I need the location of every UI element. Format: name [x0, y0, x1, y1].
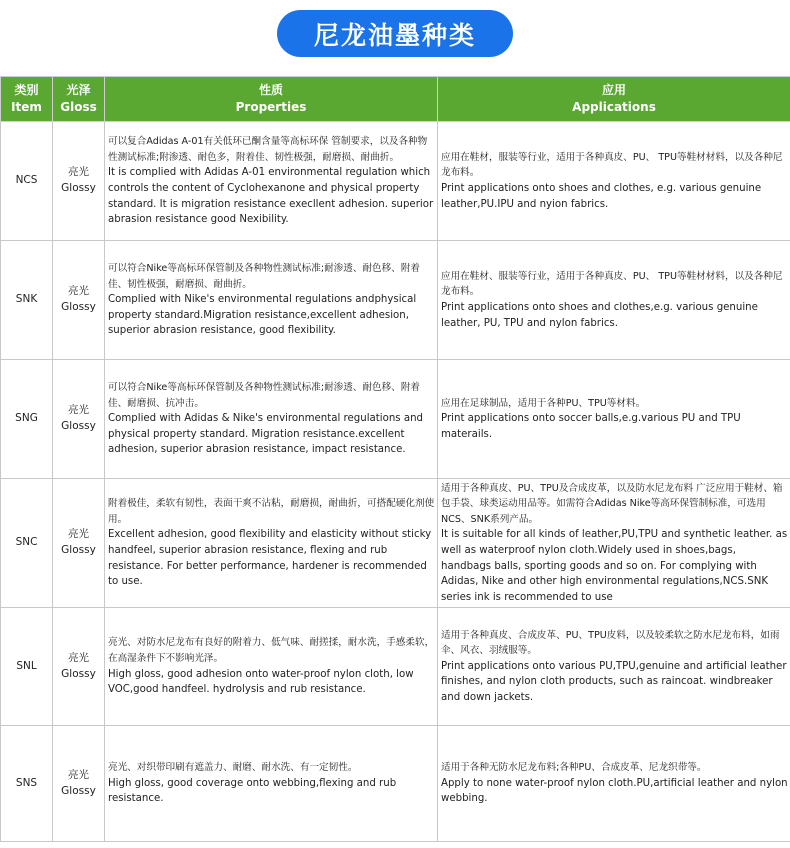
applications-zh: 适用于各种无防水尼龙布料;各种PU、合成皮革、尼龙织带等。: [441, 762, 707, 774]
item-cell: SNS: [1, 726, 53, 842]
gloss-zh: 亮光: [68, 651, 89, 664]
properties-cell: [105, 608, 438, 726]
table-header-row: [1, 77, 790, 122]
gloss-cell: [53, 726, 105, 842]
item-cell: NCS: [1, 122, 53, 241]
gloss-zh: 亮光: [68, 166, 89, 179]
applications-cell: [438, 360, 790, 479]
properties-en: High gloss, good adhesion onto water-proof nylon cloth, low VOC,good handfeel. hydrolysis and rub resistance.: [108, 668, 414, 696]
applications-cell: [438, 608, 790, 726]
title-banner: [0, 0, 790, 70]
item-cell: SNC: [1, 479, 53, 608]
properties-cell: [105, 122, 438, 241]
applications-zh: 适用于各种真皮、PU、TPU及合成皮革，以及防水尼龙布料 广泛应用于鞋材、箱包手袋、球类运动用品等。如需符合Adidas Nike等高环保管制标准，可选用NCS、SNK系列产品。: [441, 482, 783, 525]
applications-en: It is suitable for all kinds of leather,PU,TPU and synthetic leather. as well as waterproof nylon cloth.Widely used in shoes,bags, handbags balls, sporting goods and so on. For complying with Adidas, Nike and other high environmental regulations,NCS.SNK series ink is recommended to use: [441, 529, 788, 603]
header-item-en: Item: [11, 100, 42, 114]
properties-zh: 亮光、对织带印刷有遮盖力、耐磨、耐水洗、有一定韧性。: [108, 762, 358, 774]
properties-en: Complied with Nike's environmental regulations andphysical property standard.Migration resistance,excellent adhesion, superior abrasion resistance, good flexibility.: [108, 294, 417, 337]
gloss-zh: 亮光: [68, 285, 89, 298]
gloss-en: Glossy: [61, 182, 96, 194]
item-cell: SNL: [1, 608, 53, 726]
properties-cell: [105, 360, 438, 479]
applications-en: Apply to none water-proof nylon cloth.PU,artificial leather and nylon webbing.: [441, 777, 788, 805]
applications-zh: 应用在足球制品，适用于各种PU、TPU等材料。: [441, 397, 646, 409]
gloss-cell: [53, 241, 105, 360]
applications-zh: 应用在鞋材、服装等行业，适用于各种真皮、PU、 TPU等鞋材材料，以及各种尼龙布料。: [441, 270, 783, 298]
gloss-en: Glossy: [61, 544, 96, 556]
item-cell: SNG: [1, 360, 53, 479]
properties-zh: 附着极佳，柔软有韧性，表面干爽不沾粘，耐磨损，耐曲折，可搭配硬化剂使用。: [108, 498, 435, 525]
page-title: 尼龙油墨种类: [277, 10, 513, 57]
item-cell: SNK: [1, 241, 53, 360]
gloss-en: Glossy: [61, 784, 96, 797]
applications-cell: [438, 479, 790, 608]
properties-en: Complied with Adidas & Nike's environmental regulations and physical property standard. Migration resistance.excellent adhesion, superior abrasion resistance, impact resistance.: [108, 413, 423, 456]
properties-zh: 亮光、对防水尼龙布有良好的附着力、低气味、耐搓揉，耐水洗，手感柔软，在高湿条件下不影响光泽。: [108, 637, 435, 664]
ink-types-table: [0, 76, 790, 842]
header-applications-zh: 应用: [601, 83, 626, 97]
table-row: [1, 726, 790, 842]
header-properties: [105, 77, 438, 122]
applications-en: Print applications onto shoes and clothes,e.g. various genuine leather, PU, TPU and nylon fabrics.: [441, 302, 758, 329]
properties-en: Excellent adhesion, good flexibility and elasticity without sticky handfeel, superior abrasion resistance, flexing and rub resistance. For better performance, hardener is recommended to use.: [108, 529, 432, 588]
gloss-zh: 亮光: [68, 768, 89, 781]
gloss-cell: [53, 360, 105, 479]
properties-cell: [105, 726, 438, 842]
table-row: [1, 122, 790, 241]
header-properties-en: Properties: [235, 100, 307, 114]
gloss-en: Glossy: [61, 667, 96, 680]
header-gloss-zh: 光泽: [66, 83, 91, 97]
applications-zh: 适用于各种真皮、合成皮革、PU、TPU皮料，以及较柔软之防水尼龙布料，如雨伞、风衣、羽绒服等。: [441, 629, 780, 657]
gloss-en: Glossy: [61, 301, 96, 313]
gloss-cell: [53, 122, 105, 241]
gloss-zh: 亮光: [68, 404, 89, 417]
applications-cell: [438, 726, 790, 842]
gloss-en: Glossy: [61, 420, 96, 432]
gloss-cell: [53, 608, 105, 726]
applications-en: Print applications onto soccer balls,e.g.various PU and TPU materails.: [441, 413, 741, 440]
header-properties-zh: 性质: [258, 83, 283, 97]
applications-cell: [438, 241, 790, 360]
header-applications: [438, 77, 790, 122]
applications-en: Print applications onto shoes and clothes, e.g. various genuine leather,PU.IPU and nyion fabrics.: [441, 183, 762, 210]
header-gloss-en: Gloss: [60, 100, 97, 114]
properties-en: High gloss, good coverage onto webbing,flexing and rub resistance.: [108, 777, 397, 805]
header-item-zh: 类别: [14, 83, 39, 97]
properties-en: It is complied with Adidas A-01 environmental regulation which controls the content of Cyclohexanone and physical property standard. It is migration resistance execllent adhesion. superior abrasion resistance good Nexibility.: [108, 167, 434, 226]
applications-cell: [438, 122, 790, 241]
header-applications-en: Applications: [572, 100, 656, 114]
properties-zh: 可以复合Adidas A-01有关低环已酮含量等高标环保 管制要求，以及各种物性测试标准;附渗透、耐色多，附着佳、韧性极强，耐磨损、耐曲折。: [108, 136, 428, 163]
applications-en: Print applications onto various PU,TPU,genuine and artificial leather finishes, and nylon cloth products, such as raincoat. windbreaker and down jackets.: [441, 660, 787, 703]
gloss-zh: 亮光: [68, 528, 89, 541]
header-gloss: [53, 77, 105, 122]
applications-zh: 应用在鞋材，服装等行业，适用于各种真皮、PU、 TPU等鞋材材料，以及各种尼龙布料。: [441, 151, 783, 179]
table-row: [1, 479, 790, 608]
properties-zh: 可以符合Nike等高标环保管制及各种物性测试标准;耐渗透、耐色移、附着佳、韧性极强，耐磨损、耐曲折。: [108, 263, 421, 290]
properties-cell: [105, 241, 438, 360]
header-item: [1, 77, 53, 122]
table-row: [1, 241, 790, 360]
properties-cell: [105, 479, 438, 608]
table-row: [1, 608, 790, 726]
properties-zh: 可以符合Nike等高标环保管制及各种物性测试标准;耐渗透、耐色移、附着佳、耐磨损、抗冲击。: [108, 382, 421, 409]
gloss-cell: [53, 479, 105, 608]
table-row: [1, 360, 790, 479]
